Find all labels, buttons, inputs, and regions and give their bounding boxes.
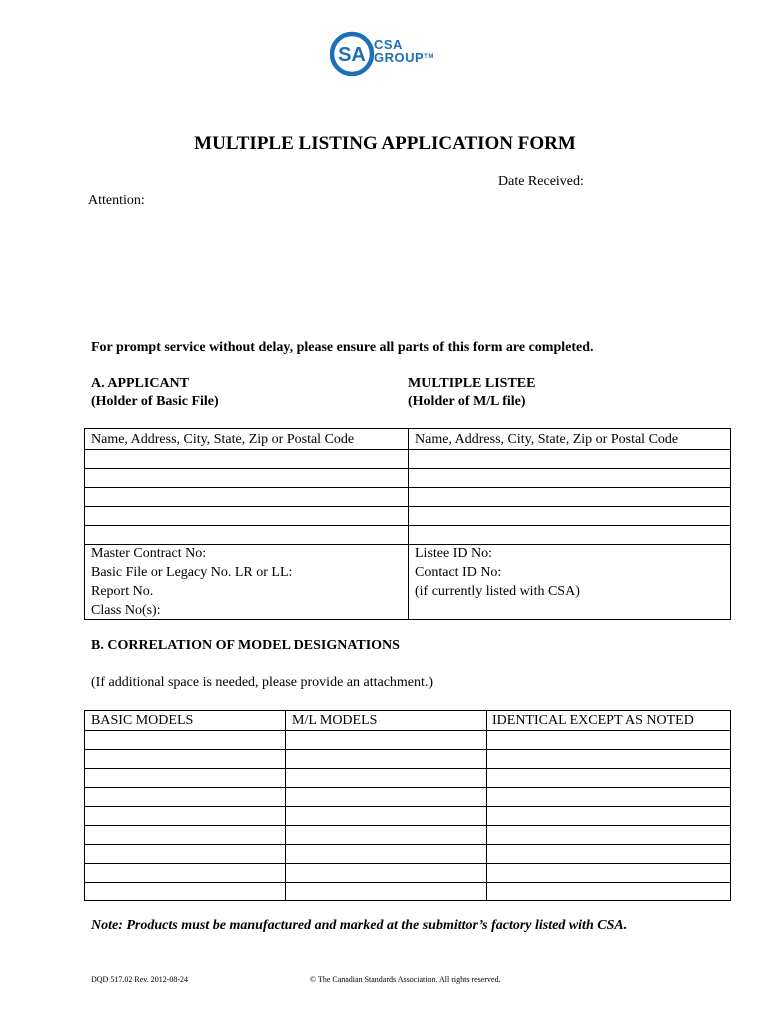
table-row-line [85,487,730,488]
applicant-address-header: Name, Address, City, State, Zip or Postal Code [91,432,355,447]
listed-with-csa-note: (if currently listed with CSA) [415,584,580,599]
logo-trademark: TM [424,54,434,60]
table-column-divider [408,429,409,619]
listee-address-header: Name, Address, City, State, Zip or Postal Code [415,432,679,447]
class-no-label: Class No(s): [91,603,161,618]
svg-text:SA: SA [338,44,366,66]
copyright-notice: © The Canadian Standards Association. All rights reserved. [310,975,501,984]
section-b-heading: B. CORRELATION OF MODEL DESIGNATIONS [91,638,400,653]
table-row-line [85,844,730,845]
logo-wordmark [374,38,434,64]
table-row-line [85,806,730,807]
table-row-line [85,525,730,526]
listee-title: MULTIPLE LISTEE [408,376,536,391]
prompt-instruction: For prompt service without delay, please ensure all parts of this form are completed. [91,340,594,355]
applicant-heading [91,375,219,411]
report-no-label: Report No. [91,584,154,599]
section-b-subtitle: (If additional space is needed, please provide an attachment.) [91,675,434,690]
table-row-line [85,825,730,826]
listee-subtitle: (Holder of M/L file) [408,394,526,409]
model-designations-table [84,710,731,901]
date-received-label: Date Received: [498,174,584,189]
table-row-line [85,730,730,731]
attention-label: Attention: [88,193,145,208]
applicant-title: A. APPLICANT [91,376,190,391]
csa-group-logo [330,28,450,80]
basic-models-header: BASIC MODELS [91,713,194,728]
document-id: DQD 517.02 Rev. 2012-08-24 [91,975,189,984]
table-row-line [85,863,730,864]
logo-line-2: GROUP [374,50,425,65]
listee-id-label: Listee ID No: [415,546,492,561]
listee-heading [408,375,535,411]
table-row-line [85,749,730,750]
table-row-line [85,768,730,769]
applicant-subtitle: (Holder of Basic File) [91,394,219,409]
table-row-line [85,449,730,450]
manufacturing-note: Note: Products must be manufactured and marked at the submittor’s factory listed with CSA. [91,918,628,933]
table-row-line [85,506,730,507]
csa-seal-icon [330,28,374,80]
table-row-line [85,787,730,788]
page-title: MULTIPLE LISTING APPLICATION FORM [194,133,576,154]
identical-except-header: IDENTICAL EXCEPT AS NOTED [492,713,694,728]
master-contract-label: Master Contract No: [91,546,207,561]
basic-file-label: Basic File or Legacy No. LR or LL: [91,565,293,580]
applicant-listee-table [84,428,731,620]
table-row-line [85,882,730,883]
logo-line-1: CSA [374,37,403,52]
contact-id-label: Contact ID No: [415,565,502,580]
table-row-line [85,468,730,469]
ml-models-header: M/L MODELS [292,713,378,728]
